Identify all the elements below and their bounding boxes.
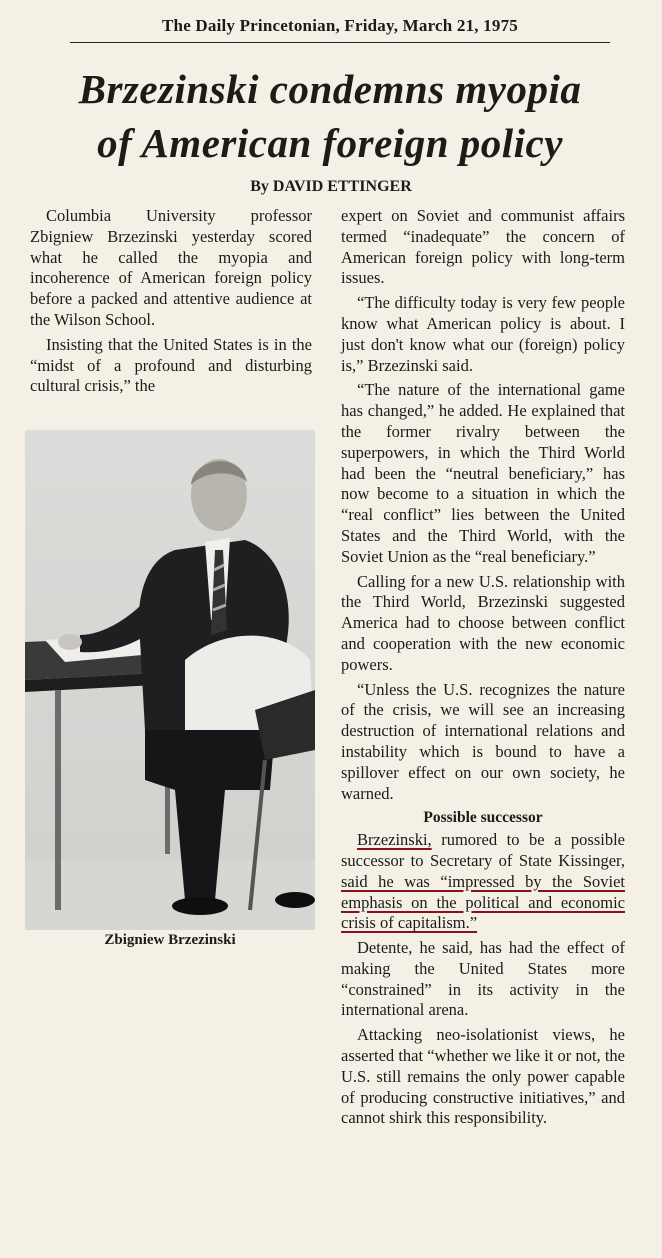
right-paragraph-4: Calling for a new U.S. relationship with the Third World, Brzezinski suggested America had to choose between conflict and cooperation with the new economic powers. [341, 571, 625, 674]
dateline-rule [70, 42, 610, 43]
right-column [341, 206, 625, 1133]
underlined-name: Brzezinski, [357, 830, 432, 850]
dateline: The Daily Princetonian, Friday, March 21, 1975 [162, 16, 518, 35]
headline-line-2: of American foreign policy [97, 120, 563, 166]
right-paragraph-5: “Unless the U.S. recognizes the nature of the crisis, we will see an increasing destruction of international relations and instability which is bound to have a spillover effect on our own society, he warned. [341, 679, 625, 803]
right-paragraph-7: Detente, he said, has had the effect of making the United States more “constrained” in its activity in the international arena. [341, 938, 625, 1020]
paragraph-6-middle: rumored to be a possible successor to Secretary of State Kissinger, [341, 830, 625, 870]
subhead-possible-successor: Possible successor [423, 809, 543, 827]
right-paragraph-1: expert on Soviet and communist affairs termed “inadequate” the concern of American foreign policy with long-term issues. [341, 206, 625, 288]
underlined-quote: said he was “impressed by the Soviet emphasis on the political and economic crisis of capitalism.” [341, 871, 625, 933]
right-paragraph-2: “The difficulty today is very few people know what American policy is about. I just don't know what our (foreign) policy is,” Brzezinski said. [341, 293, 625, 375]
photo-caption: Zbigniew Brzezinski [104, 932, 236, 948]
byline: By DAVID ETTINGER [250, 178, 412, 195]
portrait-photo [25, 430, 315, 930]
right-paragraph-8: Attacking neo-isolationist views, he asserted that “whether we like it or not, the U.S. still remains the only power capable of producing constructive initiatives,” and cannot shirk this responsibility. [341, 1025, 625, 1128]
left-paragraph-2: Insisting that the United States is in the “midst of a profound and disturbing cultural crisis,” the [30, 334, 312, 396]
portrait-photo-image [25, 430, 315, 930]
right-paragraph-6 [341, 830, 625, 934]
left-paragraph-1: Columbia University professor Zbigniew Brzezinski yesterday scored what he called the myopia and incoherence of American foreign policy before a packed and attentive audience at the Wilson School. [30, 206, 312, 329]
headline [30, 62, 630, 170]
left-column [30, 206, 312, 401]
headline-line-1: Brzezinski condemns myopia [78, 66, 582, 112]
right-paragraph-3: “The nature of the international game has changed,” he added. He explained that the former rivalry between the superpowers, in which the Third World had been the “neutral beneficiary,” has now become to a situation in which the “real conflict” lies between the United States and the Third World, with the Soviet Union as the “real beneficiary.” [341, 380, 625, 566]
